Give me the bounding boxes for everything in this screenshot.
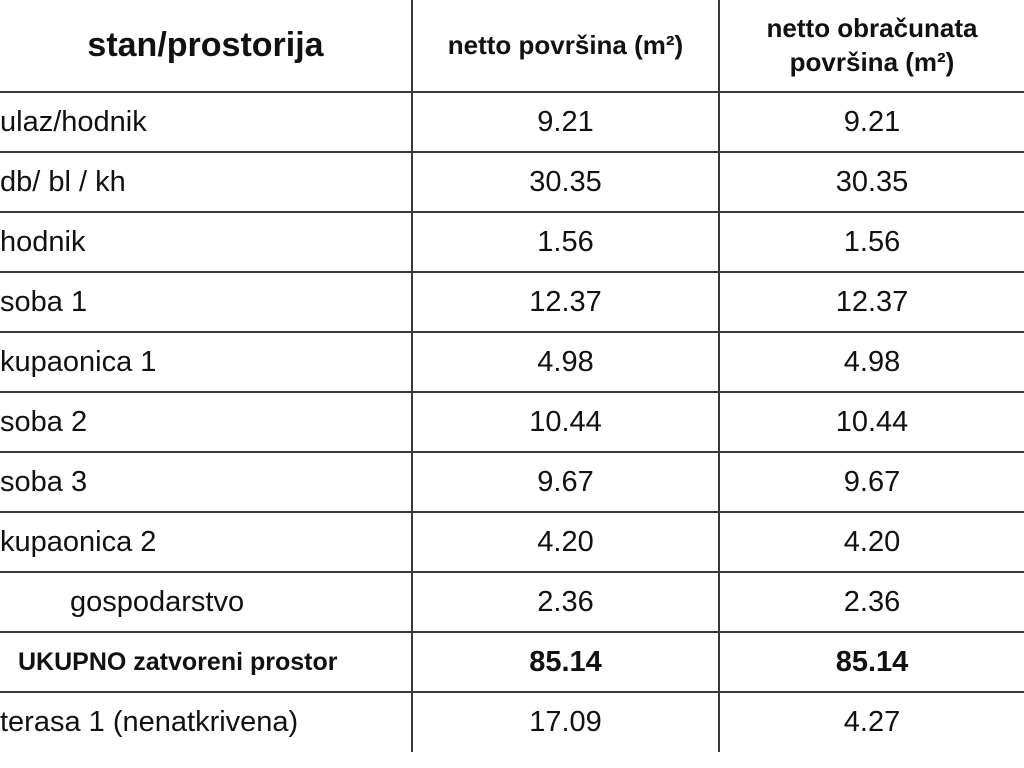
net-area-value: 9.21 — [412, 92, 719, 152]
total-net-area-value: 85.14 — [412, 632, 719, 692]
calc-area-value: 4.27 — [719, 692, 1024, 752]
table-row — [0, 692, 1024, 752]
net-area-value: 12.37 — [412, 272, 719, 332]
table-row — [0, 452, 1024, 512]
calc-area-value: 2.36 — [719, 572, 1024, 632]
calc-area-value: 1.56 — [719, 212, 1024, 272]
net-area-value: 4.20 — [412, 512, 719, 572]
calc-area-value: 4.98 — [719, 332, 1024, 392]
header-calc-area-line1: netto obračunata — [766, 12, 978, 43]
table-row — [0, 512, 1024, 572]
net-area-value: 10.44 — [412, 392, 719, 452]
net-area-value: 1.56 — [412, 212, 719, 272]
room-name: terasa 1 (nenatkrivena) — [0, 692, 412, 752]
room-name: kupaonica 2 — [0, 512, 412, 572]
table-row — [0, 572, 1024, 632]
room-name: kupaonica 1 — [0, 332, 412, 392]
table-row — [0, 212, 1024, 272]
room-name: ulaz/hodnik — [0, 92, 412, 152]
room-name: soba 3 — [0, 452, 412, 512]
calc-area-value: 4.20 — [719, 512, 1024, 572]
header-calc-area-line2: površina (m²) — [789, 46, 955, 77]
table-row — [0, 392, 1024, 452]
calc-area-value: 9.21 — [719, 92, 1024, 152]
room-name: gospodarstvo — [0, 572, 412, 632]
table-row — [0, 332, 1024, 392]
header-room: stan/prostorija — [0, 0, 412, 92]
calc-area-value: 12.37 — [719, 272, 1024, 332]
calc-area-value: 9.67 — [719, 452, 1024, 512]
total-row — [0, 632, 1024, 692]
calc-area-value: 30.35 — [719, 152, 1024, 212]
table-row — [0, 272, 1024, 332]
room-name: soba 2 — [0, 392, 412, 452]
room-name: hodnik — [0, 212, 412, 272]
header-calc-area — [719, 0, 1024, 92]
table-header-row — [0, 0, 1024, 92]
total-calc-area-value: 85.14 — [719, 632, 1024, 692]
net-area-value: 9.67 — [412, 452, 719, 512]
net-area-value: 17.09 — [412, 692, 719, 752]
room-name: db/ bl / kh — [0, 152, 412, 212]
room-name: soba 1 — [0, 272, 412, 332]
net-area-value: 30.35 — [412, 152, 719, 212]
table-row — [0, 92, 1024, 152]
calc-area-value: 10.44 — [719, 392, 1024, 452]
net-area-value: 2.36 — [412, 572, 719, 632]
table-row — [0, 152, 1024, 212]
net-area-value: 4.98 — [412, 332, 719, 392]
header-net-area: netto površina (m²) — [412, 0, 719, 92]
total-label: UKUPNO zatvoreni prostor — [0, 632, 412, 692]
